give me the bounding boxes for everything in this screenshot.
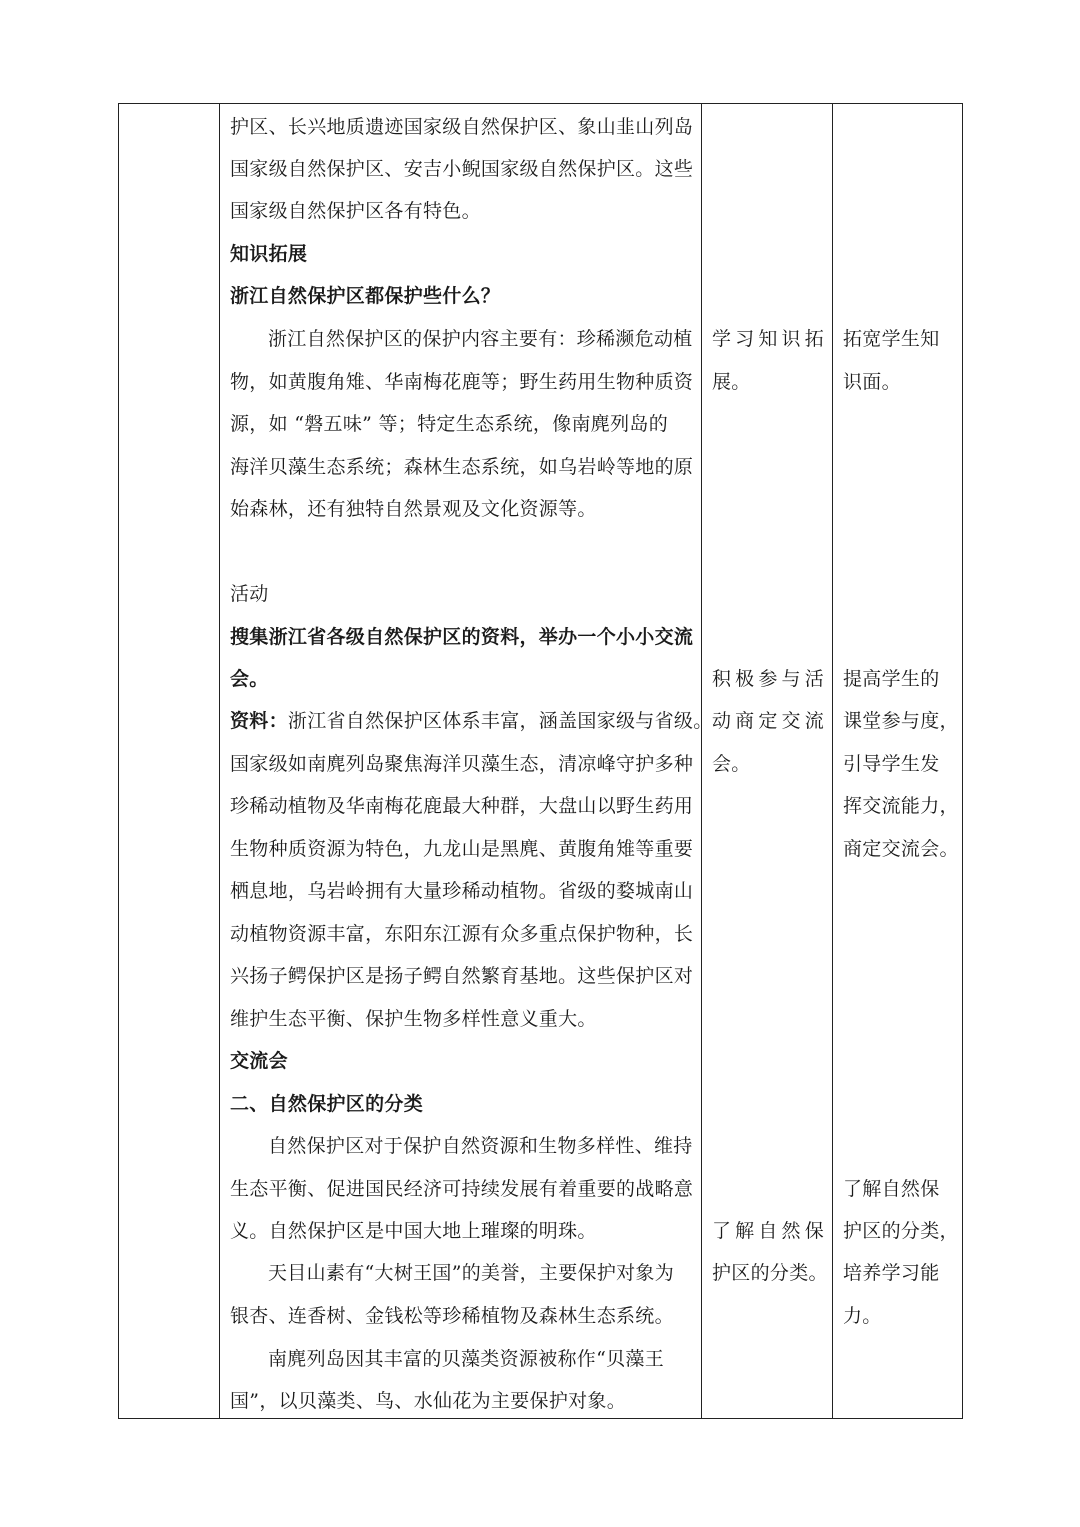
column-divider-2 — [701, 104, 702, 1418]
material-first-line — [230, 709, 713, 733]
knowledge-paragraph-line: 物，如黄腹角雉、华南梅花鹿等；野生药用生物种质资 — [230, 371, 694, 393]
activity-task-line: 搜集浙江省各级自然保护区的资料，举办一个小小交流 — [230, 626, 694, 648]
intro-line: 护区、长兴地质遗迹国家级自然保护区、象山韭山列岛 — [230, 116, 694, 138]
student-activity-char: 商 — [735, 710, 755, 732]
design-intent-engage-line: 提高学生的 — [843, 668, 940, 690]
design-intent-engage-line: 商定交流会。 — [843, 838, 959, 860]
student-activity-char: 习 — [735, 328, 755, 350]
student-activity-classify-line — [712, 1219, 824, 1243]
section2-line: 义。自然保护区是中国大地上璀璨的明珠。 — [230, 1220, 597, 1242]
column-divider-1 — [219, 104, 220, 1418]
student-activity-char: 活 — [804, 668, 824, 690]
student-activity-char: 参 — [758, 668, 778, 690]
exchange-heading: 交流会 — [230, 1050, 288, 1072]
knowledge-paragraph-line: 海洋贝藻生态系统；森林生态系统，如乌岩岭等地的原 — [230, 456, 694, 478]
student-activity-char: 极 — [735, 668, 755, 690]
student-activity-char: 然 — [781, 1220, 801, 1242]
material-line: 维护生态平衡、保护生物多样性意义重大。 — [230, 1008, 597, 1030]
student-activity-char: 定 — [758, 710, 778, 732]
column-divider-3 — [832, 104, 833, 1418]
design-intent-classify-line: 力。 — [843, 1305, 882, 1327]
activity-label: 活动 — [230, 583, 269, 605]
student-activity-char: 学 — [712, 328, 732, 350]
design-intent-classify-line: 护区的分类， — [843, 1220, 959, 1242]
student-activity-participate-line — [712, 709, 824, 733]
material-line: 栖息地，乌岩岭拥有大量珍稀动植物。省级的婺城南山 — [230, 880, 694, 902]
design-intent-engage-line: 挥交流能力， — [843, 795, 959, 817]
design-intent-broaden-line: 识面。 — [843, 371, 901, 393]
knowledge-heading: 知识拓展 — [230, 243, 308, 265]
student-activity-char: 积 — [712, 668, 732, 690]
section2-line: 银杏、连香树、金钱松等珍稀植物及森林生态系统。 — [230, 1305, 674, 1327]
student-activity-char: 自 — [758, 1220, 778, 1242]
activity-task-line: 会。 — [230, 668, 269, 690]
student-activity-extend-line — [712, 327, 824, 351]
student-activity-participate-line — [712, 667, 824, 691]
student-activity-char: 流 — [804, 710, 824, 732]
material-line: 珍稀动植物及华南梅花鹿最大种群，大盘山以野生药用 — [230, 795, 694, 817]
material-text: 浙江省自然保护区体系丰富，涵盖国家级与省级。 — [287, 710, 713, 732]
student-activity-char: 动 — [712, 710, 732, 732]
lesson-plan-table — [118, 103, 963, 1419]
knowledge-paragraph-line: 始森林，还有独特自然景观及文化资源等。 — [230, 498, 597, 520]
section2-line: 国”，以贝藻类、鸟、水仙花为主要保护对象。 — [230, 1390, 627, 1412]
student-activity-char: 与 — [781, 668, 801, 690]
design-intent-classify-line: 了解自然保 — [843, 1178, 940, 1200]
student-activity-char: 保 — [804, 1220, 824, 1242]
student-activity-char: 解 — [735, 1220, 755, 1242]
intro-line: 国家级自然保护区各有特色。 — [230, 200, 481, 222]
knowledge-question: 浙江自然保护区都保护些什么？ — [230, 285, 501, 307]
student-activity-char: 拓 — [804, 328, 824, 350]
student-activity-char: 交 — [781, 710, 801, 732]
intro-line: 国家级自然保护区、安吉小鲵国家级自然保护区。这些 — [230, 158, 694, 180]
student-activity-char: 了 — [712, 1220, 732, 1242]
student-activity-classify-line: 护区的分类。 — [712, 1262, 828, 1284]
material-label: 资料： — [230, 710, 288, 732]
material-line: 动植物资源丰富，东阳东江源有众多重点保护物种，长 — [230, 923, 694, 945]
section2-line: 天目山素有“大树王国”的美誉，主要保护对象为 — [268, 1262, 675, 1284]
student-activity-extend-line: 展。 — [712, 371, 751, 393]
material-line: 生物种质资源为特色，九龙山是黑麂、黄腹角雉等重要 — [230, 838, 694, 860]
material-line: 国家级如南麂列岛聚焦海洋贝藻生态，清凉峰守护多种 — [230, 753, 694, 775]
knowledge-paragraph-line: 源，如 “磐五味” 等；特定生态系统，像南麂列岛的 — [230, 413, 669, 435]
section2-line: 自然保护区对于保护自然资源和生物多样性、维持 — [268, 1135, 693, 1157]
design-intent-classify-line: 培养学习能 — [843, 1262, 940, 1284]
student-activity-char: 知 — [758, 328, 778, 350]
design-intent-engage-line: 引导学生发 — [843, 753, 940, 775]
section2-heading: 二、自然保护区的分类 — [230, 1093, 424, 1115]
knowledge-paragraph-line: 浙江自然保护区的保护内容主要有：珍稀濒危动植 — [268, 328, 693, 350]
design-intent-broaden-line: 拓宽学生知 — [843, 328, 940, 350]
student-activity-participate-line: 会。 — [712, 753, 751, 775]
section2-line: 南麂列岛因其丰富的贝藻类资源被称作“贝藻王 — [268, 1348, 665, 1370]
design-intent-engage-line: 课堂参与度， — [843, 710, 959, 732]
material-line: 兴扬子鳄保护区是扬子鳄自然繁育基地。这些保护区对 — [230, 965, 694, 987]
student-activity-char: 识 — [781, 328, 801, 350]
section2-line: 生态平衡、促进国民经济可持续发展有着重要的战略意 — [230, 1178, 694, 1200]
